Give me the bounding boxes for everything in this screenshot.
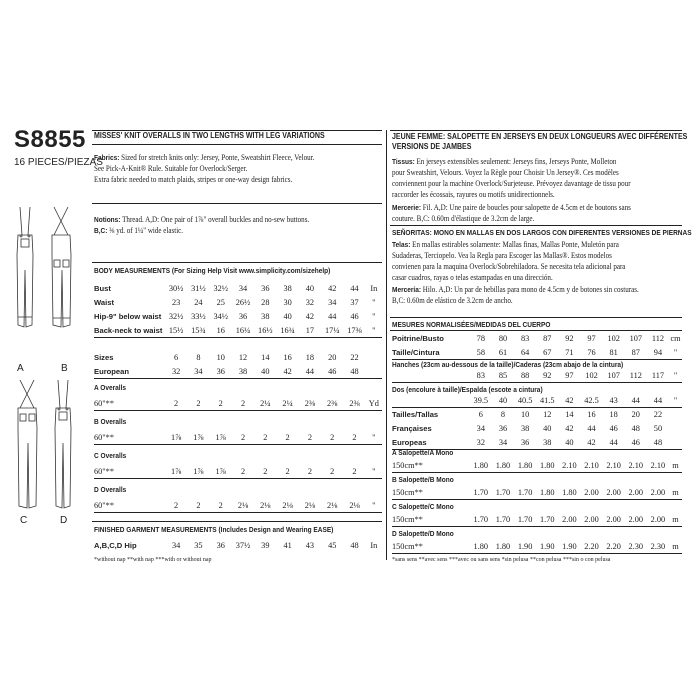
table-row: 60"** 1⅞ 1⅞ 1⅞ 2 2 2 2 2 2 ": [94, 464, 382, 479]
footnote-en: *without nap **with nap ***with or without nap: [94, 557, 212, 563]
finished-measurements-table: [94, 538, 382, 552]
body-measurements-table: [94, 281, 382, 338]
tissus-block: Tissus: En jerseys extensibles seulement: Jerseys fins, Jerseys Ponte, Molleton pour Sweatshirt, Velours. Voyez la Règle pour Choisir Un Jersey®. Ces modèles conviennent pour la machine Overlock/Surjeteuse. Prévoyez davantage de tissu pour raccorder les écossais, rayures ou motifs unidirectionnels.: [392, 157, 631, 199]
title-english: MISSES' KNIT OVERALLS IN TWO LENGTHS WITH LEG VARIATIONS: [94, 131, 325, 140]
table-row: Tailles/Tallas 6 8 10 12 14 16 18 20 22: [392, 409, 663, 419]
fabrics-block: Fabrics: Sized for stretch knits only: Jersey, Ponte, Sweatshirt Fleece, Velour. See Pick-A-Knit® Rule. Suitable for Overlock/Serger. Extra fabric needed to match plaids, stripes or one-way design fabrics.: [94, 153, 315, 184]
title-french-2: VERSIONS DE JAMBES: [392, 142, 472, 151]
yardage-table: [94, 464, 382, 479]
yardage-label: B Overalls: [94, 417, 127, 426]
measurement-table: [392, 393, 682, 408]
mercerie-block: Mercerie: Fil. A,D: Une paire de boucles pour salopette de 4.5cm et de boutons sans couture. B,C: 0.60m d'élastique de 3.2cm de large.: [392, 203, 631, 223]
table-row: Hip-9" below waist 32½ 33½ 34½ 36 38 40 42 44 46 ": [94, 311, 376, 321]
measurement-table: [392, 512, 682, 527]
table-row: A,B,C,D Hip 34 35 36 37½ 39 41 43 45 48 In: [94, 540, 378, 550]
table-row: Taille/Cintura 58 61 64 67 71 76 81 87 94 ": [392, 345, 682, 360]
sizes-table: [94, 350, 382, 379]
table-row: 150cm** 1.80 1.80 1.80 1.80 2.10 2.10 2.10 2.10 2.10 m: [392, 458, 682, 473]
table-row: 150cm** 1.80 1.80 1.90 1.90 1.90 2.20 2.20 2.30 2.30 m: [392, 539, 682, 554]
overalls-sketch-ab: [6, 205, 86, 345]
table-row: Poitrine/Busto 78 80 83 87 92 97 102 107 112 cm: [392, 333, 681, 343]
yardage-table: [94, 430, 382, 445]
title-french: JEUNE FEMME: SALOPETTE EN JERSEYS EN DEUX LONGUEURS AVEC DIFFÉRENTES: [392, 132, 688, 141]
table-row: Europeas 32 34 36 38 40 42 44 46 48: [392, 435, 682, 450]
table-row: 39.5 40 40.5 41.5 42 42.5 43 44 44 ": [392, 393, 682, 408]
notions-block: Notions: Thread. A,D: One pair of 1⅞" overall buckles and no-sew buttons. B,C: ⅜ yd. of 1¼" wide elastic.: [94, 215, 310, 235]
overalls-sketch-cd: [6, 378, 86, 518]
dos-label: Dos (encolure à taille)/Espalda (escote a cintura): [392, 385, 543, 394]
finished-measurements-title: FINISHED GARMENT MEASUREMENTS (Includes Design and Wearing EASE): [94, 525, 334, 534]
measurement-table: [392, 485, 682, 500]
table-row: Bust 30½ 31½ 32½ 34 36 38 40 42 44 In: [94, 283, 378, 293]
table-row: Back-neck to waist 15½ 15¾ 16 16¼ 16½ 16¾ 17 17¼ 17⅜ ": [94, 323, 382, 338]
measurement-table: [392, 407, 682, 450]
measurement-table: [392, 539, 682, 554]
yardage-table: [94, 396, 382, 411]
view-label-c: C: [20, 515, 28, 526]
footnote-fr: *sans sens **avec sens ***avec ou sans sens *sin pelusa **con pelusa ***sin o con pelusa: [392, 557, 611, 563]
merceria-block: Mercería: Hilo. A,D: Un par de hebillas para mono de 4.5cm y de botones sin costuras. B,C: 0.60m de elástico de 3.2cm de ancho.: [392, 285, 639, 305]
pattern-number: S8855: [14, 126, 86, 153]
yardage-label: C Overalls: [94, 451, 127, 460]
table-row: Sizes 6 8 10 12 14 16 18 20 22: [94, 352, 359, 362]
view-label-d: D: [60, 515, 68, 526]
view-label-a: A: [17, 363, 24, 374]
piece-count: 16 PIECES/PIEZAS: [14, 157, 103, 168]
measurement-table: [392, 331, 682, 360]
table-row: 60"** 2 2 2 2⅛ 2⅛ 2⅛ 2⅛ 2⅛ 2⅛ ": [94, 498, 382, 513]
table-row: 83 85 88 92 97 102 107 112 117 ": [392, 368, 682, 383]
yardage-label: A Overalls: [94, 383, 127, 392]
table-row: European 32 34 36 38 40 42 44 46 48: [94, 364, 382, 379]
yardage-label-fr: D Salopette/D Mono: [392, 529, 454, 538]
table-row: 150cm** 1.70 1.70 1.70 1.70 2.00 2.00 2.00 2.00 2.00 m: [392, 512, 682, 527]
table-row: 60"** 2 2 2 2 2¼ 2¼ 2⅜ 2⅜ 2⅜ Yd: [94, 396, 382, 411]
yardage-label-fr: B Salopette/B Mono: [392, 475, 454, 484]
telas-block: Telas: En mallas estirables solamente: Mallas finas, Mallas Ponte, Muletón para Sudaderas, Terciopelo. Vea la Regla para Escoger las Mallas®. Estos modelos convienen para la maquina Overlock/Sobrehiladora. Se necesita tela adicional para casar cuadros, rayas o telas estampadas en una dirección.: [392, 240, 626, 282]
table-row: Françaises 34 36 38 40 42 44 46 48 50: [392, 423, 663, 433]
yardage-label-fr: A Salopette/A Mono: [392, 448, 454, 457]
table-row: Waist 23 24 25 26½ 28 30 32 34 37 ": [94, 297, 376, 307]
body-measurements-title: BODY MEASUREMENTS (For Sizing Help Visit www.simplicity.com/sizehelp): [94, 266, 331, 275]
yardage-label-fr: C Salopette/C Mono: [392, 502, 454, 511]
title-spanish: SEÑORITAS: MONO EN MALLAS EN DOS LARGOS CON DIFERENTES VERSIONES DE PIERNAS: [392, 228, 692, 237]
measurement-table: [392, 368, 682, 383]
yardage-label: D Overalls: [94, 485, 127, 494]
yardage-table: [94, 498, 382, 513]
measurement-table: [392, 458, 682, 473]
mesures-title: MESURES NORMALISÉES/MEDIDAS DEL CUERPO: [392, 320, 551, 329]
hanches-label: Hanches (23cm au-dessous de la taille)/Caderas (23cm abajo de la cintura): [392, 360, 624, 369]
table-row: 150cm** 1.70 1.70 1.70 1.80 1.80 2.00 2.00 2.00 2.00 m: [392, 485, 682, 500]
table-row: 60"** 1⅞ 1⅞ 1⅞ 2 2 2 2 2 2 ": [94, 430, 382, 445]
view-label-b: B: [61, 363, 68, 374]
